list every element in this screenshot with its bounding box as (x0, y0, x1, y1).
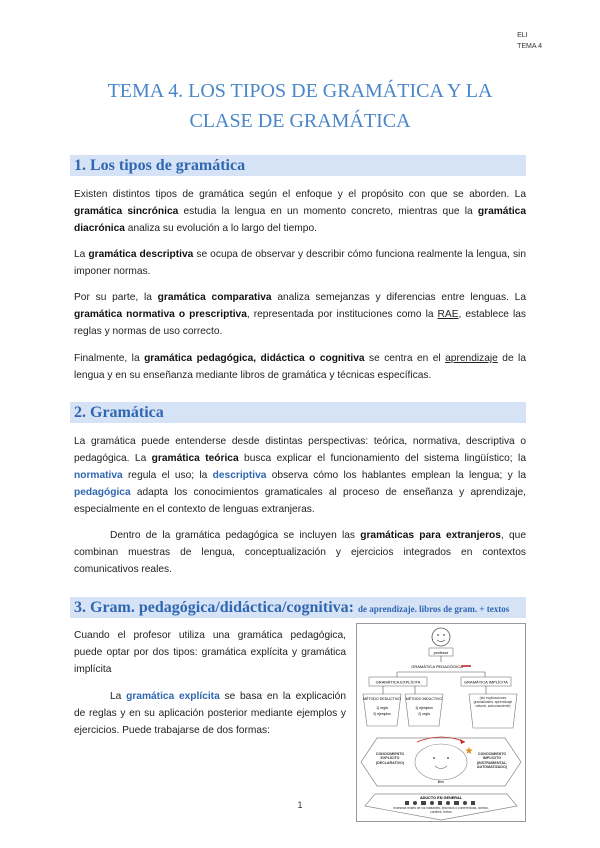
grammar-diagram (357, 624, 525, 821)
fig-ad-sub1: 1) regla (376, 706, 388, 710)
section-1-heading: 1. Los tipos de gramática (70, 155, 526, 176)
fig-ci-label: CONOCIMIENTO IMPLÍCITO (INSTRUMENTAL, AUTOMATIZADO) (476, 752, 508, 770)
s3-paragraph-2 (74, 688, 346, 739)
section-2-heading: 2. Gramática (70, 402, 526, 423)
text-run: busca explicar el funcionamiento del sistema lingüístico; la (238, 453, 526, 464)
text-run: , representada por instituciones como la (246, 309, 438, 320)
fig-ce-label: CONOCIMIENTO EXPLÍCITO (DECLARATIVO) (375, 752, 405, 765)
fig-learner-circle (415, 744, 467, 780)
text-run: analiza semejanzas y diferencias entre lenguas. La (271, 292, 526, 303)
term-pedagogical: gramática pedagógica, didáctica o cognitiva (144, 353, 365, 364)
text-run: se centra en el (364, 353, 446, 364)
header-course: ELI (517, 32, 528, 39)
text-run: , establece las reglas y normas de uso correcto. (74, 309, 527, 337)
fig-gp-label: GRAMÁTICA PEDAGÓGICA (411, 664, 463, 669)
header-topic: TEMA 4 (517, 43, 542, 50)
fig-ai-label: MÉTODO INDUCTIVO (405, 697, 443, 701)
text-run: observa cómo los hablantes emplean la lengua; y la (266, 470, 526, 481)
s1-paragraph-2 (74, 246, 526, 280)
section-3-heading (70, 597, 526, 618)
title-line-1: TEMA 4. LOS TIPOS DE GRAMÁTICA Y LA (107, 80, 493, 102)
text-run: , que combinan muestras de lengua, conceptualización y ejercicios integrados en contextos comunicativos reales. (74, 530, 526, 575)
term-normative: gramática normativa o prescriptiva (74, 309, 247, 320)
running-header (517, 30, 542, 52)
term-descriptiva: descriptiva (212, 470, 267, 481)
text-run: se basa en la explicación de reglas y en su aplicación posterior mediante ejemplos y ejercicios. Puede trabajarse de dos formas: (74, 691, 347, 736)
text-run: regula el uso; la (122, 470, 213, 481)
fig-center-label: libro (437, 780, 445, 784)
text-run: Finalmente, la (74, 353, 145, 364)
fig-ad-sub2: 2) ejemplos (373, 712, 391, 716)
text-run: Por su parte, la (74, 292, 158, 303)
text-run: analiza su evolución a lo largo del tiempo. (124, 223, 317, 234)
page-number: 1 (297, 800, 303, 810)
s2-paragraph-1 (74, 433, 526, 518)
text-run: La (74, 249, 89, 260)
s2-paragraph-2 (74, 527, 526, 578)
fig-teacher-label: profesor (433, 650, 449, 655)
term-theoretical: gramática teórica (151, 453, 239, 464)
text-run: Dentro de la gramática pedagógica se incluyen las (110, 530, 361, 541)
term-comparative: gramática comparativa (157, 292, 272, 303)
term-explicit: gramática explícita (126, 691, 220, 702)
fig-foot-title: ADUCTO EN GENERAL (419, 796, 463, 800)
fig-ge-label: GRAMÁTICA EXPLÍCITA (375, 679, 421, 685)
text-run: La (110, 691, 127, 702)
teacher-face-icon (432, 628, 450, 646)
page-title (60, 76, 540, 136)
title-line-2: CLASE DE GRAMÁTICA (189, 110, 411, 132)
fig-ai-sub2: 2) regla (418, 712, 430, 716)
fig-ad-label: MÉTODO DEDUCTIVO (363, 697, 401, 701)
fig-gi-note: (sin explicaciones gramaticales: aprendizaje natural, subconsciente) (473, 696, 513, 709)
fig-gi-label: GRAMÁTICA IMPLÍCITA (464, 679, 508, 685)
text-run: estudia la lengua en un momento concreto, mientras que la (178, 206, 478, 217)
grammar-diagram-figure (356, 623, 526, 822)
rae-underlined: RAE (437, 309, 459, 320)
s1-paragraph-4 (74, 350, 526, 384)
fig-foot-text: muestras reales de los hablantes, anuncios o conferencias, cómics, carteles, textos (393, 807, 489, 814)
text-run: Existen distintos tipos de gramática según el enfoque y el propósito con que se aborden. La (74, 189, 526, 200)
s3-paragraph-1: Cuando el profesor utiliza una gramática pedagógica, puede optar por dos tipos: gramática explícita y gramática implícita (74, 630, 346, 675)
term-for-foreigners: gramáticas para extranjeros (360, 530, 501, 541)
aprendizaje-underlined: aprendizaje (445, 353, 498, 364)
fig-ai-sub1: 1) ejemplos (415, 706, 433, 710)
term-pedagogica: pedagógica (74, 487, 131, 498)
text-run: de la lengua y en su enseñanza mediante libros de gramática y técnicas específicas. (74, 353, 526, 381)
term-normativa: normativa (74, 470, 123, 481)
term-diachronic: gramática diacrónica (74, 206, 527, 234)
s1-paragraph-1 (74, 186, 526, 237)
text-run: se ocupa de observar y describir cómo funciona realmente la lengua, sin imponer normas. (74, 249, 526, 277)
star-icon: ★ (464, 746, 474, 757)
section-3-title: 3. Gram. pedagógica/didáctica/cognitiva: (74, 599, 354, 616)
text-run: La gramática puede entenderse desde distintas perspectivas: teórica, normativa, descriptiva o pedagógica. La (74, 436, 526, 464)
term-descriptive: gramática descriptiva (88, 249, 194, 260)
s1-paragraph-3 (74, 289, 526, 340)
section-3-handwritten-note: de aprendizaje. libros de gram. + textos (357, 604, 510, 614)
text-run: adapta los conocimientos gramaticales al proceso de enseñanza y aprendizaje, especialmente en el contexto de lenguas extranjeras. (74, 487, 526, 515)
term-synchronic: gramática sincrónica (74, 206, 179, 217)
